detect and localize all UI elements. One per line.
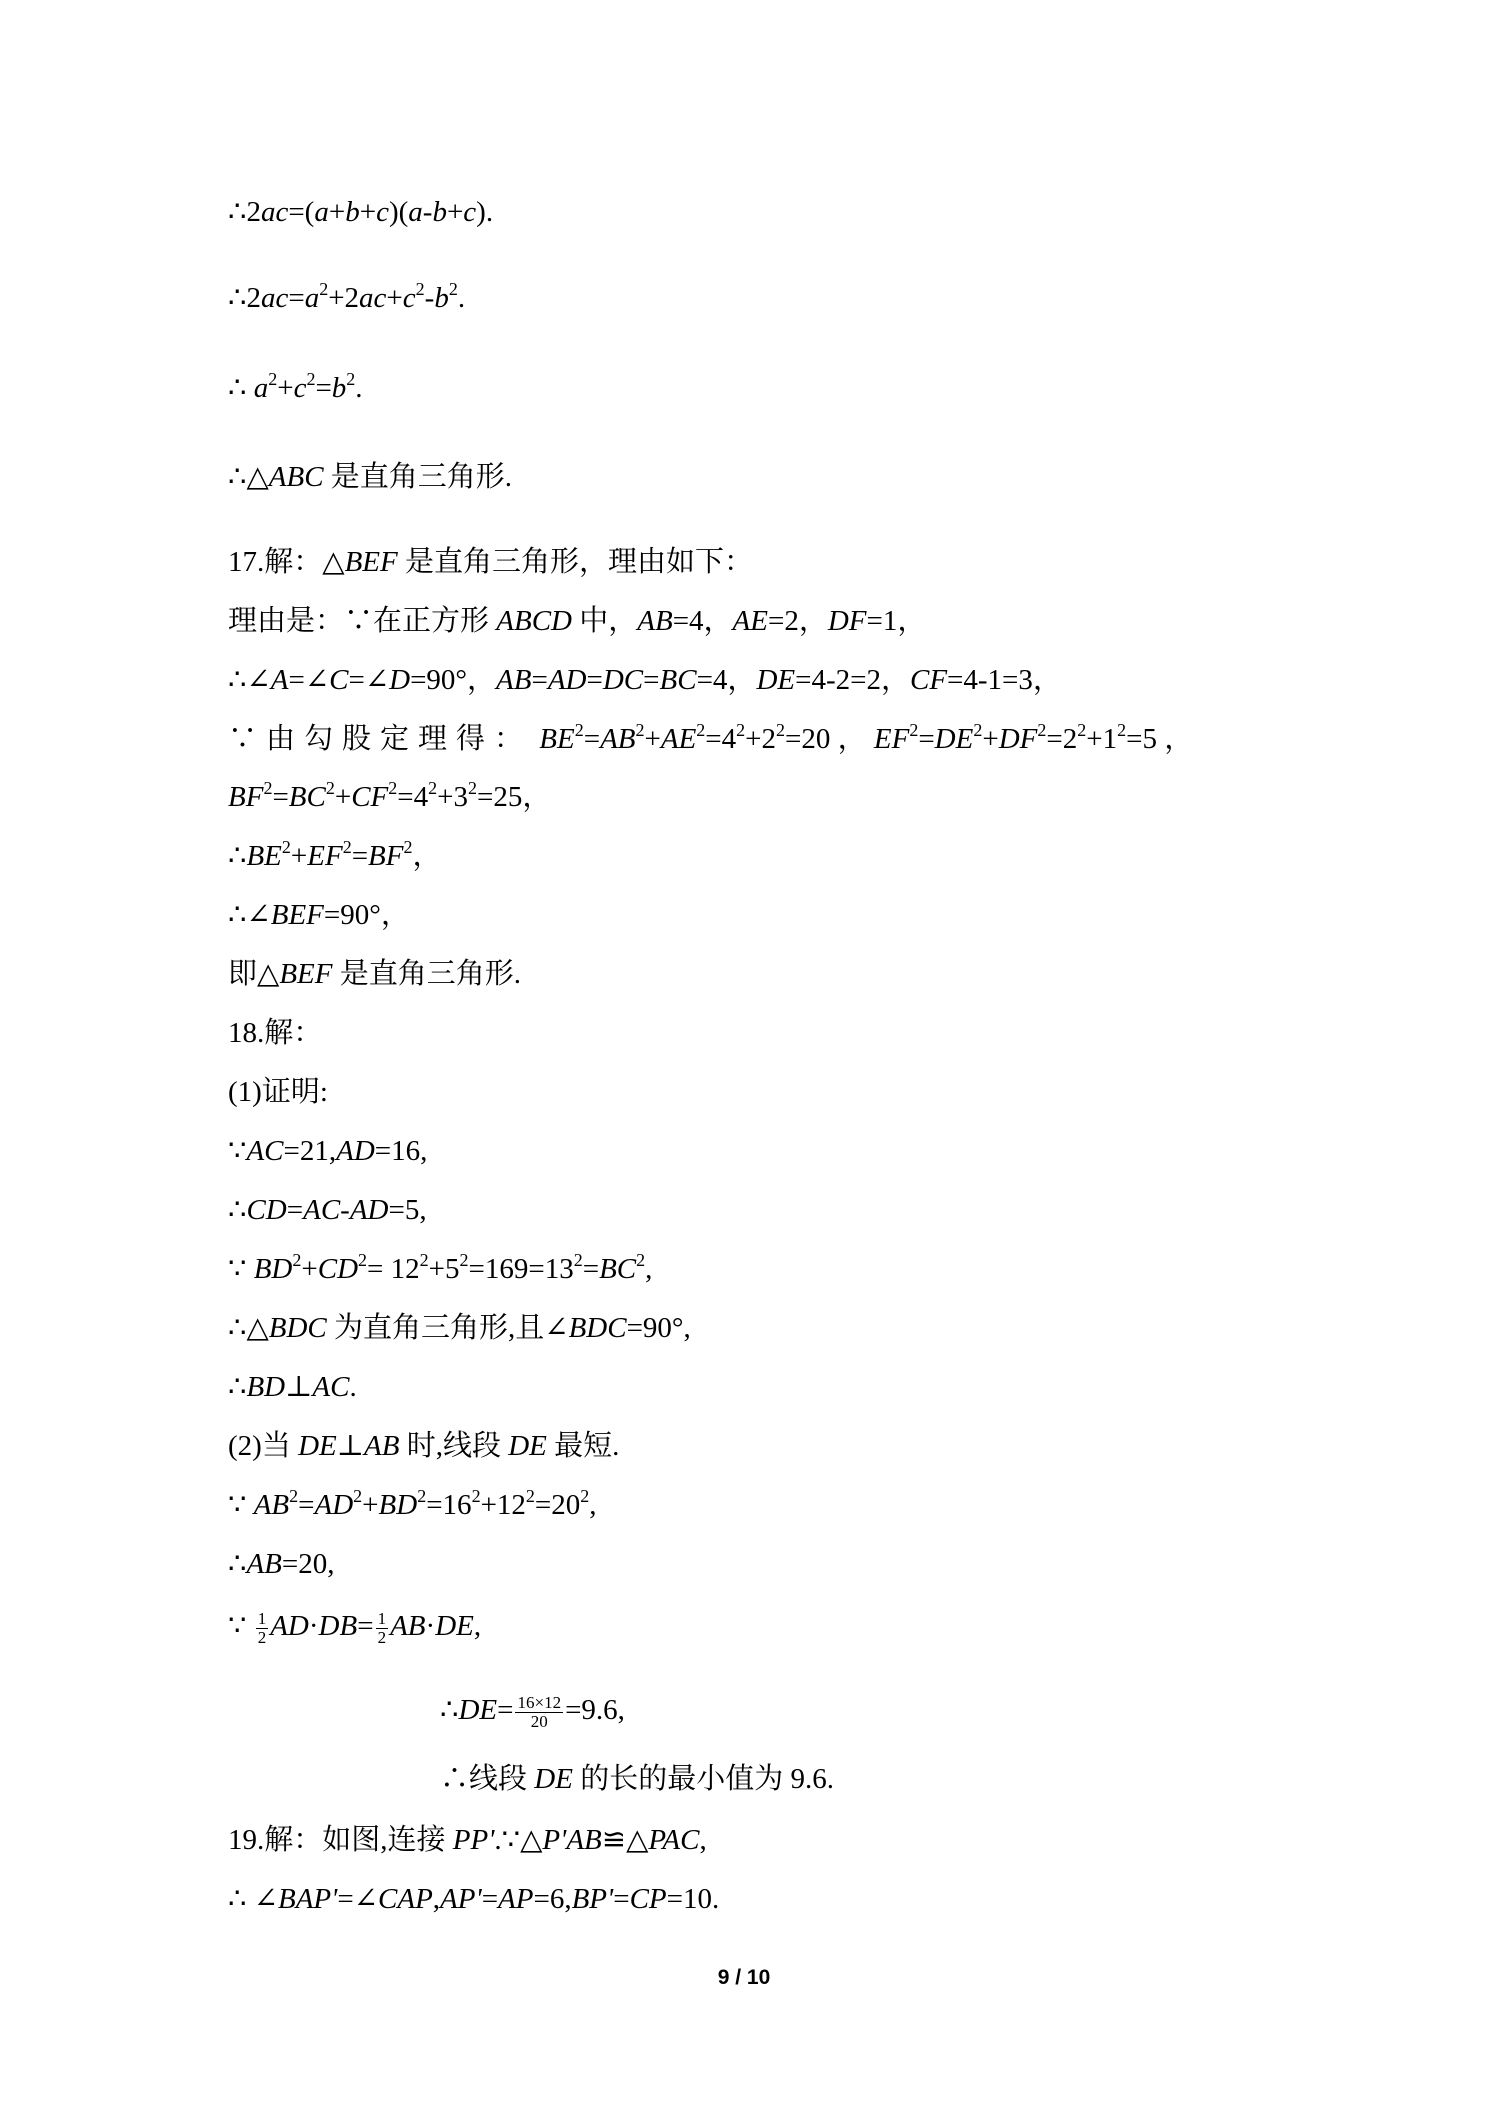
superscript: 2 [635,720,645,740]
text-segment: = [643,664,660,696]
math-variable: CD [317,1253,359,1285]
text-segment: =20, [281,1548,335,1580]
text-segment: · [308,1610,319,1642]
text-segment: + [334,781,352,813]
superscript: 2 [263,778,273,798]
text-segment: ∴∠ [228,899,271,931]
line-10 [228,838,442,874]
line-21 [228,1487,597,1523]
text-segment: + [362,1489,379,1521]
line-2 [228,280,465,316]
line-25 [440,1761,834,1797]
text-segment: =4-1=3， [947,664,1062,696]
line-13 [228,1015,322,1051]
math-variable: AE [660,723,697,755]
math-variable: BD [378,1489,418,1521]
text-segment: 18.解： [228,1017,323,1049]
superscript: 2 [306,369,316,389]
math-variable: b [345,196,360,228]
math-variable: ac [260,282,289,314]
line-15 [228,1133,427,1169]
text-segment: =5 ， [1126,723,1194,755]
text-segment: + [290,840,308,872]
math-variable: AD [270,1610,309,1642]
text-segment: =∠ [288,664,330,696]
text-segment: = [497,1694,514,1726]
text-segment: 时,线段 [399,1430,509,1462]
math-variable: PP' [452,1824,495,1856]
fraction: $\frac{1}{2}$ [257,1608,267,1647]
text-segment: = [315,372,332,404]
text-segment: =20 ， [785,723,874,755]
text-segment: =2， [767,605,828,637]
math-variable: CP [629,1883,667,1915]
math-variable: DE [934,723,974,755]
text-segment: = [582,1253,600,1285]
text-segment: ∴2 [228,282,261,314]
superscript: 2 [289,1486,299,1506]
text-segment: 是直角三角形. [332,958,521,990]
text-segment: =2 [1046,723,1078,755]
text-segment: ∴ ∠ [228,1883,278,1915]
math-variable: BEF [344,546,398,578]
text-segment: ∴∠ [228,664,271,696]
superscript: 2 [448,279,458,299]
math-variable: a [314,196,329,228]
superscript: 2 [574,720,584,740]
math-variable: DE [458,1694,498,1726]
math-variable: AB [364,1430,400,1462]
math-variable: BF [368,840,404,872]
text-segment: =169=13 [468,1253,574,1285]
text-segment: =16, [374,1135,428,1167]
text-segment: ≌△ [601,1824,649,1856]
text-segment: = [357,1610,374,1642]
text-segment: (2)当 [228,1430,299,1462]
math-variable: CAP [378,1883,433,1915]
math-variable: AB [390,1610,426,1642]
math-variable: c [376,196,389,228]
text-segment: 中， [571,605,638,637]
text-segment: =4 [397,781,429,813]
math-variable: AD [547,664,587,696]
text-segment: + [982,723,999,755]
text-segment: ∵ [228,1610,254,1642]
text-segment: ∴线段 [440,1763,535,1795]
line-4 [228,459,512,495]
line-17 [228,1251,652,1287]
text-segment: ∵ [228,1253,254,1285]
math-variable: P'AB [542,1824,602,1856]
math-variable: DF [827,605,867,637]
superscript: 2 [342,837,352,857]
superscript: 2 [573,1250,583,1270]
line-22 [228,1546,335,1582]
text-segment: =10. [666,1883,720,1915]
math-variable: AB [496,664,532,696]
text-segment: - [340,1194,350,1226]
text-segment: + [359,196,377,228]
superscript: 2 [388,778,398,798]
math-variable: BC [288,781,326,813]
math-variable: BF [228,781,264,813]
math-variable: BC [659,664,697,696]
line-19 [228,1369,357,1405]
math-variable: BE [539,723,575,755]
text-segment: = [918,723,935,755]
math-variable: c [402,282,416,314]
text-segment: =5, [388,1194,427,1226]
text-segment: ∴ [228,1371,247,1403]
text-segment: + [386,282,403,314]
math-variable: b [434,282,449,314]
math-variable: AE [732,605,768,637]
math-variable: CF [351,781,389,813]
line-8 [228,721,1193,757]
superscript: 2 [428,778,438,798]
text-segment: ， [412,840,442,872]
math-variable: DE [756,664,796,696]
superscript: 2 [471,1486,481,1506]
superscript: 2 [292,1250,302,1270]
fraction: $\frac{16\times 12}{20}$ [517,1692,562,1731]
text-segment: = [613,1883,630,1915]
line-11 [228,897,410,933]
math-variable: CD [246,1194,287,1226]
line-24 [440,1692,625,1731]
line-20 [228,1428,619,1464]
math-variable: AC [246,1135,284,1167]
superscript: 2 [358,1250,368,1270]
text-segment: 17.解：△ [228,546,345,578]
text-segment: =6, [533,1883,572,1915]
math-variable: b [331,372,347,404]
text-segment: + [644,723,661,755]
text-segment: =4， [696,664,757,696]
text-segment: = [298,1489,315,1521]
fraction: $\frac{1}{2}$ [377,1608,387,1647]
math-variable: A [270,664,289,696]
text-segment: ∵由勾股定理得： [228,723,533,755]
line-7 [228,662,1062,698]
superscript: 2 [268,369,278,389]
math-variable: EF [307,840,343,872]
text-segment: =25， [477,781,552,813]
text-segment: ⊥ [336,1430,365,1462]
text-segment: + [277,372,294,404]
line-14 [228,1074,328,1110]
superscript: 2 [403,837,413,857]
text-segment: = [583,723,601,755]
superscript: 2 [1077,720,1087,740]
text-segment: 的长的最小值为 9.6. [572,1763,834,1795]
superscript: 2 [696,720,706,740]
text-segment: ∴2 [228,196,261,228]
math-variable: AB [253,1489,290,1521]
math-variable: BD [253,1253,293,1285]
math-variable: PAC [648,1824,700,1856]
text-segment: =90°, [626,1312,691,1344]
superscript: 2 [1117,720,1127,740]
math-variable: AB [637,605,673,637]
text-segment: +12 [480,1489,526,1521]
math-variable: DE [508,1430,547,1462]
superscript: 2 [419,1250,429,1270]
text-segment: = [481,1883,499,1915]
text-segment: , [432,1883,441,1915]
math-variable: AB [600,723,636,755]
superscript: 2 [319,279,329,299]
text-segment: + [446,196,464,228]
text-segment: = [586,664,603,696]
line-16 [228,1192,427,1228]
text-segment: - [424,282,435,314]
text-segment: , [473,1610,482,1642]
math-variable: c [463,196,477,228]
text-segment: = 12 [367,1253,420,1285]
superscript: 2 [346,369,356,389]
text-segment: ∴ [440,1694,459,1726]
superscript: 2 [281,837,291,857]
math-variable: BDC [568,1312,627,1344]
superscript: 2 [353,1486,363,1506]
superscript: 2 [415,279,425,299]
text-segment: )( [388,196,409,228]
superscript: 2 [459,1250,469,1270]
math-variable: AD [336,1135,375,1167]
text-segment: - [422,196,433,228]
text-segment: , [699,1824,707,1856]
text-segment: 19.解：如图,连接 [228,1824,453,1856]
text-segment: +1 [1086,723,1118,755]
line-6 [228,603,926,639]
text-segment: ∵ [228,1135,247,1167]
text-segment: ∴ [228,1194,247,1226]
text-segment: = [286,1194,304,1226]
text-segment: =1， [866,605,927,637]
math-variable: DC [602,664,644,696]
math-variable: AC [303,1194,341,1226]
text-segment: 最短. [546,1430,620,1462]
text-segment: = [351,840,369,872]
math-variable: DB [318,1610,358,1642]
math-variable: BC [599,1253,637,1285]
text-segment: =90°， [323,899,410,931]
superscript: 2 [1037,720,1047,740]
text-segment: . [349,1371,357,1403]
text-segment: ∴ [228,1548,247,1580]
text-segment: 是直角三角形，理由如下： [397,546,753,578]
math-variable: AP' [440,1883,482,1915]
math-variable: D [389,664,411,696]
math-variable: BEF [270,899,324,931]
line-1 [228,194,493,230]
math-variable: DE [298,1430,337,1462]
line-12 [228,956,521,992]
math-variable: b [432,196,447,228]
text-segment: + [301,1253,318,1285]
text-segment: + [328,196,346,228]
text-segment: , [645,1253,653,1285]
superscript: 2 [325,778,335,798]
superscript: 2 [525,1486,535,1506]
math-variable: DF [998,723,1038,755]
math-variable: AD [349,1194,389,1226]
math-variable: ABC [268,461,324,493]
superscript: 2 [580,1486,590,1506]
line-26 [228,1822,707,1858]
line-27 [228,1881,719,1917]
text-segment: · [425,1610,436,1642]
text-segment: .∵△ [494,1824,543,1856]
line-5 [228,544,753,580]
text-segment: =( [288,196,315,228]
page-number: 9 / 10 [717,1966,771,1989]
text-segment: ∴ [228,372,254,404]
text-segment: =16 [426,1489,472,1521]
math-variable: ABCD [496,605,572,637]
text-segment: ∵ [228,1489,254,1521]
math-variable: ac [260,196,289,228]
math-variable: BD [246,1371,286,1403]
text-segment: = [288,282,305,314]
line-23 [228,1608,481,1647]
superscript: 2 [736,720,746,740]
math-variable: BAP' [278,1883,338,1915]
math-variable: AB [246,1548,282,1580]
text-segment: =∠ [348,664,390,696]
text-segment: +3 [437,781,468,813]
math-variable: ac [359,282,387,314]
superscript: 2 [909,720,919,740]
math-variable: BE [246,840,282,872]
math-variable: c [293,372,307,404]
line-9 [228,779,551,815]
text-segment: ∴△ [228,1312,269,1344]
math-variable: DE [534,1763,573,1795]
text-segment: =4-2=2， [795,664,910,696]
text-segment: ∴△ [228,461,269,493]
math-variable: AP [498,1883,534,1915]
math-variable: EF [873,723,910,755]
math-variable: CF [909,664,948,696]
text-segment: = [531,664,548,696]
text-segment: +2 [745,723,777,755]
text-segment: +5 [428,1253,460,1285]
superscript: 2 [417,1486,427,1506]
text-segment: 为直角三角形,且∠ [326,1312,569,1344]
superscript: 2 [636,1250,646,1270]
math-variable: a [253,372,269,404]
line-18 [228,1310,691,1346]
text-segment: =4， [672,605,733,637]
text-segment: =21, [283,1135,337,1167]
text-segment: (1)证明: [228,1076,328,1108]
superscript: 2 [468,778,477,798]
text-segment: +2 [328,282,360,314]
math-variable: BDC [268,1312,327,1344]
text-segment: ∴ [228,840,247,872]
math-variable: BEF [279,958,333,990]
superscript: 2 [776,720,786,740]
superscript: 2 [973,720,983,740]
line-3 [228,370,363,406]
math-variable: a [304,282,320,314]
math-variable: AD [314,1489,354,1521]
math-variable: AC [312,1371,350,1403]
text-segment: . [457,282,466,314]
text-segment: ). [476,196,494,228]
text-segment: =90°， [410,664,497,696]
math-variable: BP' [571,1883,614,1915]
text-segment: =∠ [337,1883,379,1915]
math-variable: DE [435,1610,474,1642]
text-segment: 理由是：∵在正方形 [228,605,497,637]
text-segment: . [355,372,363,404]
text-segment: =20 [534,1489,581,1521]
math-variable: a [408,196,423,228]
text-segment: , [589,1489,597,1521]
math-variable: C [329,664,349,696]
text-segment: 是直角三角形. [323,461,513,493]
text-segment: 即△ [228,958,280,990]
text-segment: =4 [705,723,737,755]
text-segment: ⊥ [285,1371,313,1403]
text-segment: = [272,781,289,813]
text-segment: =9.6, [565,1694,625,1726]
